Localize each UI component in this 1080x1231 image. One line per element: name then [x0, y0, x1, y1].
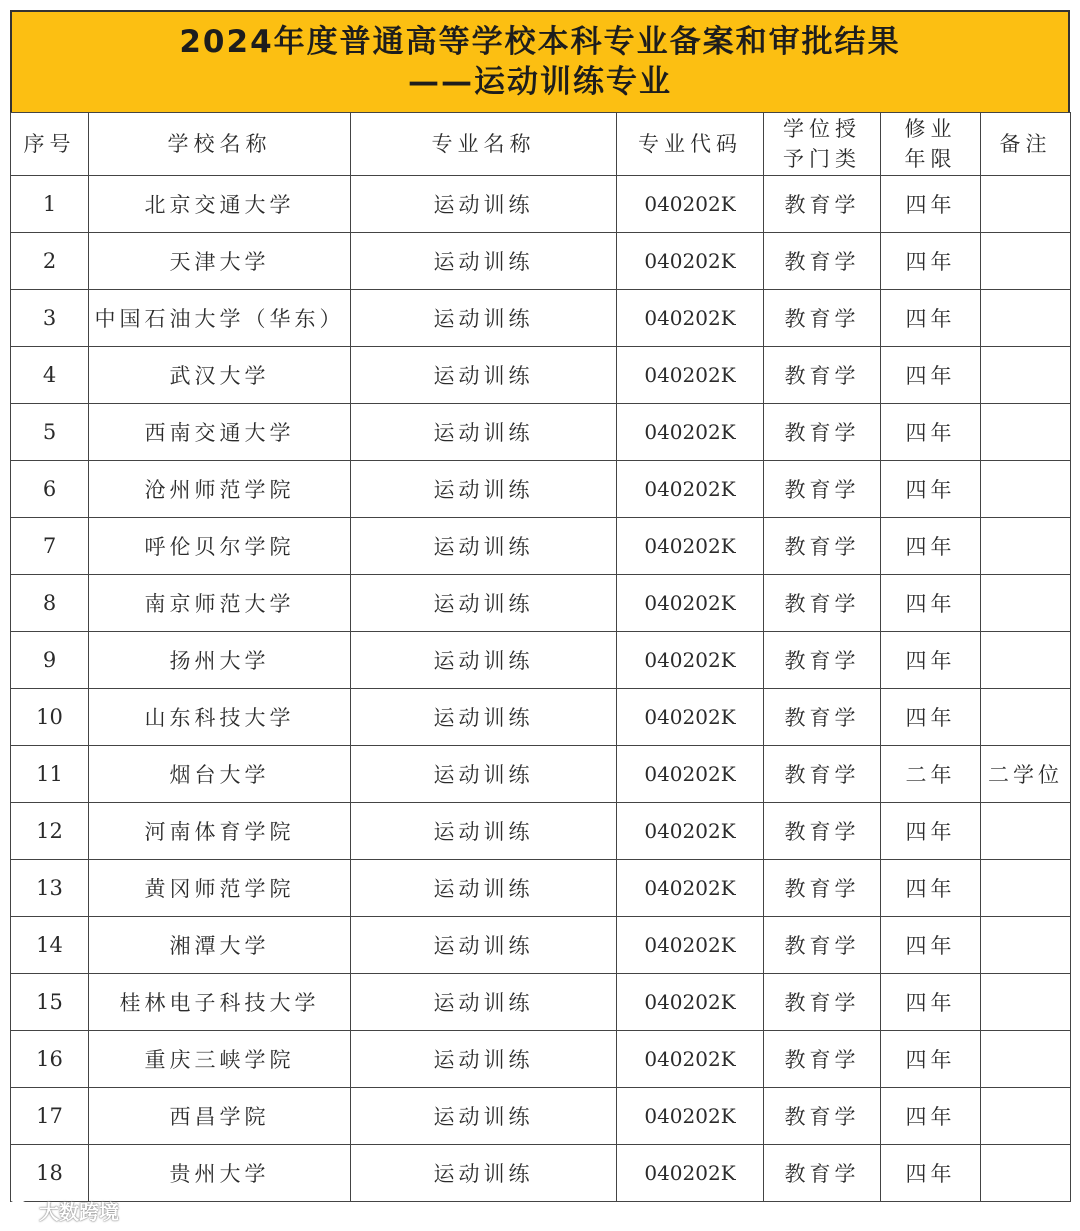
cell-degree: 教育学: [764, 917, 881, 974]
cell-degree: 教育学: [764, 290, 881, 347]
table-row: [11, 917, 1071, 974]
table-row: [11, 461, 1071, 518]
cell-major: 运动训练: [351, 518, 617, 575]
cell-school: 桂林电子科技大学: [89, 974, 351, 1031]
table-row: [11, 746, 1071, 803]
cell-note: [981, 803, 1071, 860]
table-row: [11, 860, 1071, 917]
cell-degree: 教育学: [764, 632, 881, 689]
cell-school: 北京交通大学: [89, 176, 351, 233]
cell-no: 2: [11, 233, 89, 290]
cell-major: 运动训练: [351, 404, 617, 461]
cell-school: 西南交通大学: [89, 404, 351, 461]
cell-years: 四年: [881, 1031, 981, 1088]
cell-no: 12: [11, 803, 89, 860]
cell-no: 14: [11, 917, 89, 974]
cell-no: 6: [11, 461, 89, 518]
header-code: 专业代码: [617, 113, 764, 176]
cell-school: 重庆三峡学院: [89, 1031, 351, 1088]
cell-major: 运动训练: [351, 1031, 617, 1088]
cell-no: 11: [11, 746, 89, 803]
cell-code: 040202K: [617, 518, 764, 575]
cell-years: 四年: [881, 461, 981, 518]
cell-degree: 教育学: [764, 1031, 881, 1088]
cell-code: 040202K: [617, 233, 764, 290]
cell-major: 运动训练: [351, 746, 617, 803]
table-row: [11, 803, 1071, 860]
table-row: [11, 974, 1071, 1031]
cell-no: 5: [11, 404, 89, 461]
cell-code: 040202K: [617, 404, 764, 461]
cell-major: 运动训练: [351, 803, 617, 860]
header-years: [881, 113, 981, 176]
cell-years: 四年: [881, 974, 981, 1031]
cell-school: 沧州师范学院: [89, 461, 351, 518]
cell-no: 1: [11, 176, 89, 233]
cell-major: 运动训练: [351, 860, 617, 917]
cell-note: [981, 974, 1071, 1031]
cell-degree: 教育学: [764, 746, 881, 803]
header-degree-line1: 学位授: [783, 117, 861, 141]
title-banner: [10, 10, 1070, 112]
watermark: [6, 1196, 119, 1225]
watermark-text: 大数跨境: [39, 1200, 119, 1224]
table-body: [11, 176, 1071, 1202]
cell-years: 四年: [881, 689, 981, 746]
cell-code: 040202K: [617, 746, 764, 803]
cell-no: 7: [11, 518, 89, 575]
cell-major: 运动训练: [351, 917, 617, 974]
cell-major: 运动训练: [351, 575, 617, 632]
cell-note: [981, 917, 1071, 974]
cell-years: 四年: [881, 518, 981, 575]
table-row: [11, 632, 1071, 689]
cell-school: 天津大学: [89, 233, 351, 290]
header-no: 序号: [11, 113, 89, 176]
table-row: [11, 404, 1071, 461]
cell-code: 040202K: [617, 1031, 764, 1088]
cell-years: 四年: [881, 233, 981, 290]
cell-years: 四年: [881, 290, 981, 347]
cell-code: 040202K: [617, 1088, 764, 1145]
cell-major: 运动训练: [351, 974, 617, 1031]
cell-no: 8: [11, 575, 89, 632]
cell-years: 四年: [881, 1088, 981, 1145]
cell-major: 运动训练: [351, 347, 617, 404]
cell-code: 040202K: [617, 917, 764, 974]
cell-code: 040202K: [617, 347, 764, 404]
cell-years: 四年: [881, 860, 981, 917]
cell-code: 040202K: [617, 290, 764, 347]
cell-years: 四年: [881, 917, 981, 974]
cell-years: 四年: [881, 404, 981, 461]
document-title: 2024年度普通高等学校本科专业备案和审批结果: [179, 24, 901, 60]
header-major: 专业名称: [351, 113, 617, 176]
cell-note: [981, 632, 1071, 689]
table-header-row: [11, 113, 1071, 176]
cell-note: [981, 290, 1071, 347]
cell-degree: 教育学: [764, 518, 881, 575]
cell-years: 四年: [881, 632, 981, 689]
header-years-line2: 年限: [904, 147, 957, 171]
cell-major: 运动训练: [351, 176, 617, 233]
cell-years: 四年: [881, 803, 981, 860]
cell-school: 扬州大学: [89, 632, 351, 689]
cell-degree: 教育学: [764, 1088, 881, 1145]
cell-school: 湘潭大学: [89, 917, 351, 974]
cell-degree: 教育学: [764, 1145, 881, 1202]
cell-code: 040202K: [617, 689, 764, 746]
cell-degree: 教育学: [764, 461, 881, 518]
cell-school: 武汉大学: [89, 347, 351, 404]
cell-years: 二年: [881, 746, 981, 803]
cell-note: [981, 1031, 1071, 1088]
document-sheet: [10, 10, 1070, 1202]
cell-school: 山东科技大学: [89, 689, 351, 746]
cell-major: 运动训练: [351, 1088, 617, 1145]
header-school: 学校名称: [89, 113, 351, 176]
cell-major: 运动训练: [351, 233, 617, 290]
cell-code: 040202K: [617, 1145, 764, 1202]
cell-code: 040202K: [617, 575, 764, 632]
cell-note: [981, 347, 1071, 404]
cell-school: 贵州大学: [89, 1145, 351, 1202]
table-row: [11, 1088, 1071, 1145]
document-subtitle: ——运动训练专业: [408, 64, 672, 100]
cell-note: [981, 461, 1071, 518]
cell-years: 四年: [881, 575, 981, 632]
cell-no: 13: [11, 860, 89, 917]
cell-years: 四年: [881, 176, 981, 233]
cell-note: [981, 575, 1071, 632]
cell-school: 黄冈师范学院: [89, 860, 351, 917]
table-row: [11, 347, 1071, 404]
results-table: [10, 112, 1071, 1202]
table-row: [11, 518, 1071, 575]
cell-degree: 教育学: [764, 860, 881, 917]
table-row: [11, 575, 1071, 632]
cell-no: 9: [11, 632, 89, 689]
cell-note: [981, 518, 1071, 575]
cell-years: 四年: [881, 347, 981, 404]
cell-no: 16: [11, 1031, 89, 1088]
cell-note: [981, 404, 1071, 461]
cell-major: 运动训练: [351, 689, 617, 746]
cell-code: 040202K: [617, 461, 764, 518]
cell-no: 18: [11, 1145, 89, 1202]
cell-note: 二学位: [981, 746, 1071, 803]
cell-school: 烟台大学: [89, 746, 351, 803]
cell-no: 3: [11, 290, 89, 347]
chat-bubble-icon: [6, 1198, 36, 1224]
header-years-line1: 修业: [904, 117, 957, 141]
cell-no: 17: [11, 1088, 89, 1145]
cell-code: 040202K: [617, 974, 764, 1031]
cell-school: 中国石油大学（华东）: [89, 290, 351, 347]
cell-school: 南京师范大学: [89, 575, 351, 632]
cell-major: 运动训练: [351, 461, 617, 518]
cell-years: 四年: [881, 1145, 981, 1202]
cell-school: 西昌学院: [89, 1088, 351, 1145]
cell-code: 040202K: [617, 176, 764, 233]
cell-no: 4: [11, 347, 89, 404]
cell-degree: 教育学: [764, 347, 881, 404]
cell-note: [981, 1088, 1071, 1145]
cell-degree: 教育学: [764, 233, 881, 290]
table-row: [11, 233, 1071, 290]
cell-school: 呼伦贝尔学院: [89, 518, 351, 575]
cell-degree: 教育学: [764, 803, 881, 860]
cell-major: 运动训练: [351, 290, 617, 347]
table-row: [11, 689, 1071, 746]
cell-major: 运动训练: [351, 632, 617, 689]
cell-code: 040202K: [617, 803, 764, 860]
cell-degree: 教育学: [764, 575, 881, 632]
cell-degree: 教育学: [764, 974, 881, 1031]
cell-note: [981, 1145, 1071, 1202]
cell-major: 运动训练: [351, 1145, 617, 1202]
cell-school: 河南体育学院: [89, 803, 351, 860]
cell-note: [981, 176, 1071, 233]
header-degree-line2: 予门类: [783, 147, 861, 171]
header-degree: [764, 113, 881, 176]
cell-degree: 教育学: [764, 689, 881, 746]
table-row: [11, 176, 1071, 233]
table-row: [11, 290, 1071, 347]
cell-no: 10: [11, 689, 89, 746]
cell-code: 040202K: [617, 860, 764, 917]
table-row: [11, 1145, 1071, 1202]
cell-note: [981, 689, 1071, 746]
cell-code: 040202K: [617, 632, 764, 689]
header-note: 备注: [981, 113, 1071, 176]
cell-degree: 教育学: [764, 176, 881, 233]
cell-note: [981, 860, 1071, 917]
cell-note: [981, 233, 1071, 290]
cell-degree: 教育学: [764, 404, 881, 461]
table-row: [11, 1031, 1071, 1088]
cell-no: 15: [11, 974, 89, 1031]
